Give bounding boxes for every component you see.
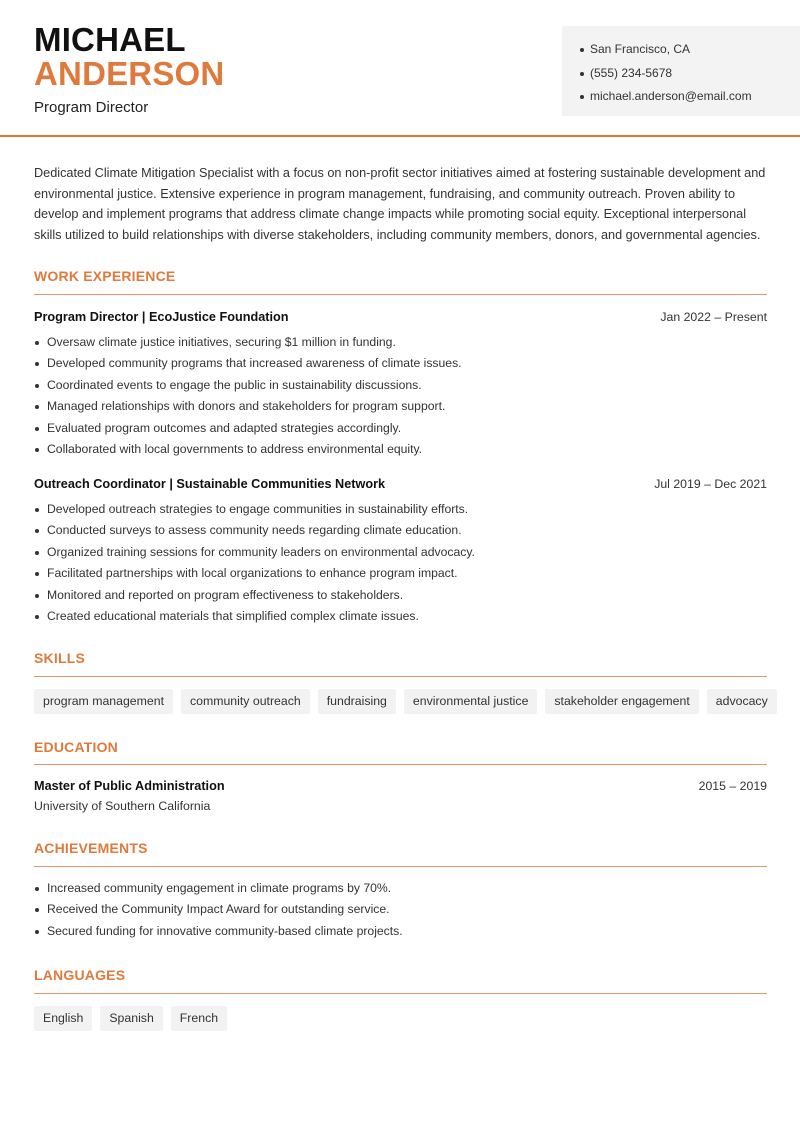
education-school: University of Southern California [34,799,211,813]
section-title-work: WORK EXPERIENCE [34,268,176,284]
list-item: Organized training sessions for community leaders on environmental advocacy. [34,542,767,563]
contact-phone: (555) 234-5678 [580,62,800,86]
list-item: Managed relationships with donors and stakeholders for program support. [34,396,767,417]
skills-tags [34,689,777,714]
contact-location: San Francisco, CA [580,38,800,62]
list-item: Received the Community Impact Award for outstanding service. [34,899,767,920]
list-item: Coordinated events to engage the public in sustainability discussions. [34,375,767,396]
language-tag: English [34,1006,92,1031]
job-header [34,310,767,324]
section-divider [34,294,767,295]
section-divider [34,993,767,994]
list-item: Developed community programs that increased awareness of climate issues. [34,353,767,374]
list-item: Increased community engagement in climate programs by 70%. [34,878,767,899]
list-item: Monitored and reported on program effectiveness to stakeholders. [34,585,767,606]
education-degree: Master of Public Administration [34,779,225,793]
list-item: Evaluated program outcomes and adapted strategies accordingly. [34,418,767,439]
language-tags [34,1006,227,1031]
job-header [34,477,767,491]
language-tag: Spanish [100,1006,162,1031]
first-name: MICHAEL [34,21,186,58]
job-dates: Jan 2022 – Present [660,310,767,324]
list-item: Conducted surveys to assess community needs regarding climate education. [34,520,767,541]
list-item: Collaborated with local governments to address environmental equity. [34,439,767,460]
contact-list [580,38,800,109]
section-title-education: EDUCATION [34,739,118,755]
contact-email: michael.anderson@email.com [580,85,800,109]
list-item: Oversaw climate justice initiatives, securing $1 million in funding. [34,332,767,353]
language-tag: French [171,1006,227,1031]
list-item: Developed outreach strategies to engage communities in sustainability efforts. [34,499,767,520]
skill-tag: advocacy [707,689,777,714]
job-role: Program Director | EcoJustice Foundation [34,310,289,324]
list-item: Facilitated partnerships with local organizations to enhance program impact. [34,563,767,584]
resume-header [0,0,800,137]
section-divider [34,764,767,765]
contact-box [562,26,800,116]
skill-tag: fundraising [318,689,396,714]
summary-text: Dedicated Climate Mitigation Specialist with a focus on non-profit sector initiatives aimed at fostering sustainable development and environmental justice. Extensive experience in program management, fundraising, and community outreach. Proven ability to develop and implement programs that address climate change impacts while promoting social equity. Exceptional interpersonal skills utilized to build relationships with diverse stakeholders, including community members, donors, and governmental agencies. [34,166,766,243]
achievement-bullets [34,878,767,942]
job-bullets [34,332,767,460]
section-title-languages: LANGUAGES [34,967,126,983]
list-item: Created educational materials that simplified complex climate issues. [34,606,767,627]
section-divider [34,676,767,677]
job-bullets [34,499,767,627]
section-title-achievements: ACHIEVEMENTS [34,840,148,856]
job-dates: Jul 2019 – Dec 2021 [654,477,767,491]
section-divider [34,866,767,867]
section-title-skills: SKILLS [34,650,85,666]
last-name: ANDERSON [34,55,225,92]
education-dates: 2015 – 2019 [698,779,767,793]
job-title: Program Director [34,99,149,116]
skill-tag: environmental justice [404,689,538,714]
skill-tag: program management [34,689,173,714]
job-role: Outreach Coordinator | Sustainable Communities Network [34,477,386,491]
list-item: Secured funding for innovative community-based climate projects. [34,921,767,942]
skill-tag: stakeholder engagement [545,689,698,714]
skill-tag: community outreach [181,689,310,714]
